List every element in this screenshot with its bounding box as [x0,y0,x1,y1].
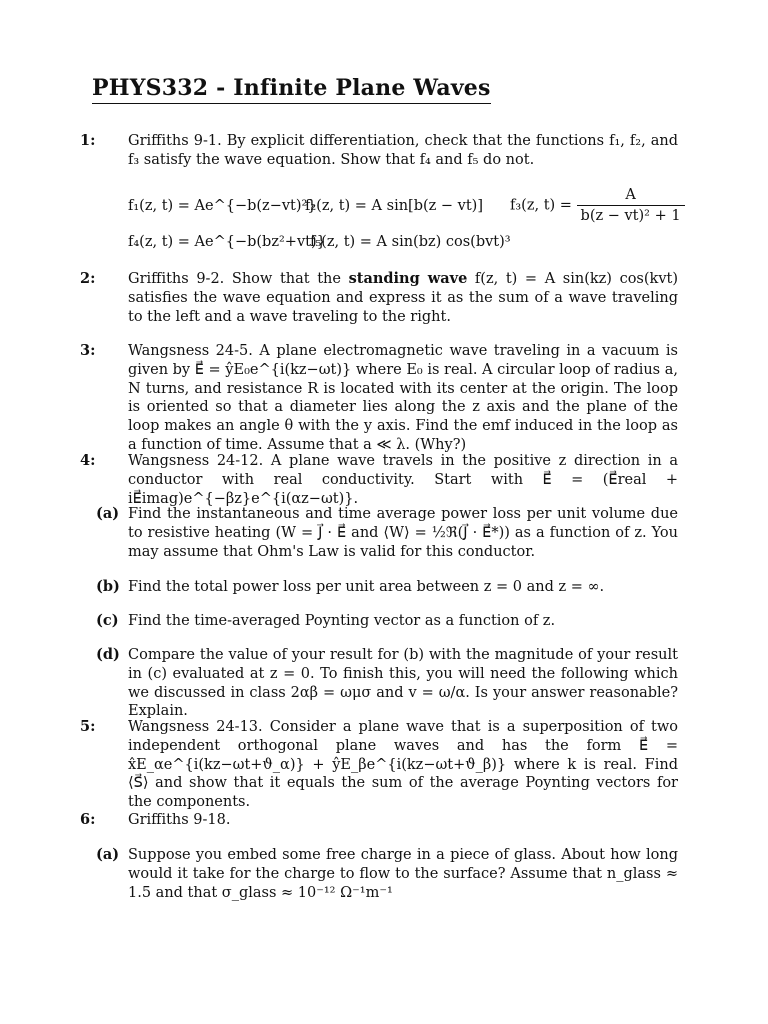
part-label-4c: (c) [96,612,119,629]
part-label-4d: (d) [96,646,120,663]
standing-wave-term: standing wave [348,270,468,287]
part-text-4c: Find the time-averaged Poynting vector as a function of z. [128,613,556,629]
problem-number-2: 2: [80,270,96,287]
part-text-4a: Find the instantaneous and time average power loss per unit volume due to resistive heating (W = J⃗ · E⃗ and ⟨W⟩ = ½ℜ(J⃗ · E⃗*)) as a function of z. You may assume that Ohm's Law is valid for this conductor. [128,506,678,560]
part-text-4d: Compare the value of your result for (b) with the magnitude of your result in (c) evaluated at z = 0. To finish this, you will need the following which we discussed in class 2αβ = ωμσ and v = ω/α. Is your answer reasonable? Explain. [128,647,678,720]
problem-text-6: Griffiths 9-18. [128,812,231,828]
problem-text-1: Griffiths 9-1. By explicit differentiation, check that the functions f₁, f₂, and f₃ satisfy the wave equation. Show that f₄ and f₅ do not. [128,133,678,168]
formula-f5: f₅(z, t) = A sin(bz) cos(bvt)³ [310,234,511,250]
formula-f2: f₂(z, t) = A sin[b(z − vt)] [305,198,483,214]
problem-text-5: Wangsness 24-13. Consider a plane wave that is a superposition of two independent orthogonal plane waves and has the form E⃗ = x̂E_αe^{i(kz−ωt+ϑ_α)} + ŷE_βe^{i(kz−ωt+ϑ_β)} where k is real. Find ⟨S⃗⟩ and show that it equals the sum of the average Poynting vectors for the components. [128,719,678,811]
problem-number-4: 4: [80,452,96,469]
problem-text-2 [128,270,678,326]
problem-text-2-part2: f(z, t) = A sin(kz) cos(kvt) satisfies the wave equation and express it as the sum of a wave traveling to the left and a wave traveling to the right. [128,271,678,325]
problem-number-6: 6: [80,811,96,828]
problem-text-4: Wangsness 24-12. A plane wave travels in the positive z direction in a conductor with real conductivity. Start with E⃗ = (E⃗real + iE⃗imag)e^{−βz}e^{i(αz−ωt)}. [128,453,678,507]
part-text-4b: Find the total power loss per unit area between z = 0 and z = ∞. [128,579,605,595]
problem-text-2-part1: Griffiths 9-2. Show that the [128,271,349,287]
problem-number-1: 1: [80,132,96,149]
page-title: PHYS332 - Infinite Plane Waves [92,74,491,104]
problem-number-5: 5: [80,718,96,735]
formula-f3 [510,187,685,224]
part-label-4a: (a) [96,505,120,522]
formula-f3-denominator: b(z − vt)² + 1 [577,205,685,224]
part-label-4b: (b) [96,578,120,595]
formula-f3-numerator: A [625,187,636,203]
formula-f4: f₄(z, t) = Ae^{−b(bz²+vt)} [128,234,326,250]
problem-text-3: Wangsness 24-5. A plane electromagnetic wave traveling in a vacuum is given by E⃗ = ŷE₀e^{i(kz−ωt)} where E₀ is real. A circular loop of radius a, N turns, and resistance R is located with its center at the origin. The loop is oriented so that a diameter lies along the z axis and the plane of the loop makes an angle θ with the y axis. Find the emf induced in the loop as a function of time. Assume that a ≪ λ. (Why?) [128,343,678,453]
part-label-6a: (a) [96,846,120,863]
formula-f1: f₁(z, t) = Ae^{−b(z−vt)²} [128,198,317,214]
problem-number-3: 3: [80,342,96,359]
formula-f3-fraction [577,187,685,224]
formula-f3-lhs: f₃(z, t) = [510,197,572,214]
part-text-6a: Suppose you embed some free charge in a piece of glass. About how long would it take for the charge to flow to the surface? Assume that n_glass ≈ 1.5 and that σ_glass ≈ 10⁻¹² Ω⁻¹m⁻¹ [128,847,678,901]
